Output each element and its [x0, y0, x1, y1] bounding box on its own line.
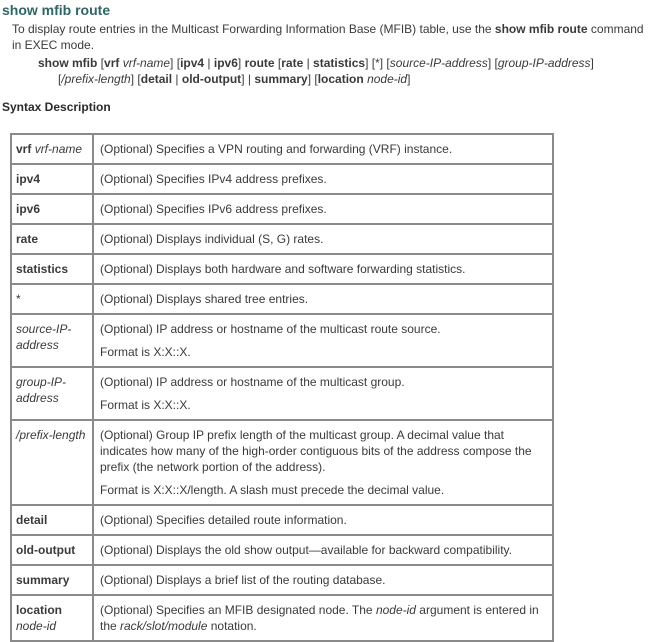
- keyword-cell: ipv6: [11, 194, 93, 224]
- command-syntax-line-2: [/prefix-length] [detail | old-output] | summary] [location node-id]: [58, 72, 411, 86]
- description-cell: (Optional) IP address or hostname of the multicast route source. Format is X:X::X.: [93, 314, 553, 367]
- keyword-cell: statistics: [11, 254, 93, 284]
- table-row-prefix-length: [11, 420, 553, 505]
- description-cell: (Optional) Specifies an MFIB designated node. The node-id argument is entered in the rack/slot/module notation.: [93, 595, 553, 641]
- keyword-cell: source-IP-address: [11, 314, 93, 367]
- table-row-ipv4: [11, 164, 553, 194]
- description-cell: (Optional) Specifies IPv6 address prefixes.: [93, 194, 553, 224]
- intro-paragraph: [12, 21, 648, 53]
- table-row-summary: [11, 565, 553, 595]
- keyword-cell: location node-id: [11, 595, 93, 641]
- table-row-group-ip-address: [11, 367, 553, 420]
- description-cell: (Optional) Displays both hardware and software forwarding statistics.: [93, 254, 553, 284]
- table-row-ipv6: [11, 194, 553, 224]
- keyword-cell: *: [11, 284, 93, 314]
- command-syntax-line-1: show mfib [vrf vrf-name] [ipv4 | ipv6] route [rate | statistics] [*] [source-IP-address] [group-IP-address]: [38, 56, 594, 70]
- keyword-cell: group-IP-address: [11, 367, 93, 420]
- keyword-cell: detail: [11, 505, 93, 535]
- description-cell: (Optional) IP address or hostname of the multicast group. Format is X:X::X.: [93, 367, 553, 420]
- table-row-asterisk: [11, 284, 553, 314]
- document-page: [0, 2, 650, 642]
- keyword-cell: summary: [11, 565, 93, 595]
- description-cell: (Optional) Group IP prefix length of the multicast group. A decimal value that indicates how many of the high-order contiguous bits of the address compose the prefix (the network portion of the address). Format is X:X::X/length. A slash must precede the decimal value.: [93, 420, 553, 505]
- table-row-rate: [11, 224, 553, 254]
- description-cell: (Optional) Displays individual (S, G) rates.: [93, 224, 553, 254]
- table-row-location: [11, 595, 553, 641]
- intro-command-name: show mfib route: [494, 22, 588, 36]
- description-cell: (Optional) Displays a brief list of the routing database.: [93, 565, 553, 595]
- intro-text-pre: To display route entries in the Multicast Forwarding Information Base (MFIB) table, use the: [12, 22, 495, 36]
- keyword-cell: ipv4: [11, 164, 93, 194]
- keyword-cell: old-output: [11, 535, 93, 565]
- syntax-description-table: [10, 133, 554, 642]
- description-cell: (Optional) Specifies a VPN routing and forwarding (VRF) instance.: [93, 134, 553, 164]
- keyword-cell: /prefix-length: [11, 420, 93, 505]
- table-row-source-ip-address: [11, 314, 553, 367]
- keyword-cell: rate: [11, 224, 93, 254]
- keyword-cell: vrf vrf-name: [11, 134, 93, 164]
- table-row-statistics: [11, 254, 553, 284]
- table-row-old-output: [11, 535, 553, 565]
- description-cell: (Optional) Displays shared tree entries.: [93, 284, 553, 314]
- page-title: show mfib route: [2, 2, 111, 18]
- table-row-detail: [11, 505, 553, 535]
- syntax-description-heading: Syntax Description: [2, 100, 111, 114]
- table-row-vrf: [11, 134, 553, 164]
- command-syntax-block: [38, 55, 650, 87]
- description-cell: (Optional) Displays the old show output—available for backward compatibility.: [93, 535, 553, 565]
- intro-text-post: command in EXEC mode.: [12, 22, 644, 52]
- description-cell: (Optional) Specifies detailed route information.: [93, 505, 553, 535]
- description-cell: (Optional) Specifies IPv4 address prefixes.: [93, 164, 553, 194]
